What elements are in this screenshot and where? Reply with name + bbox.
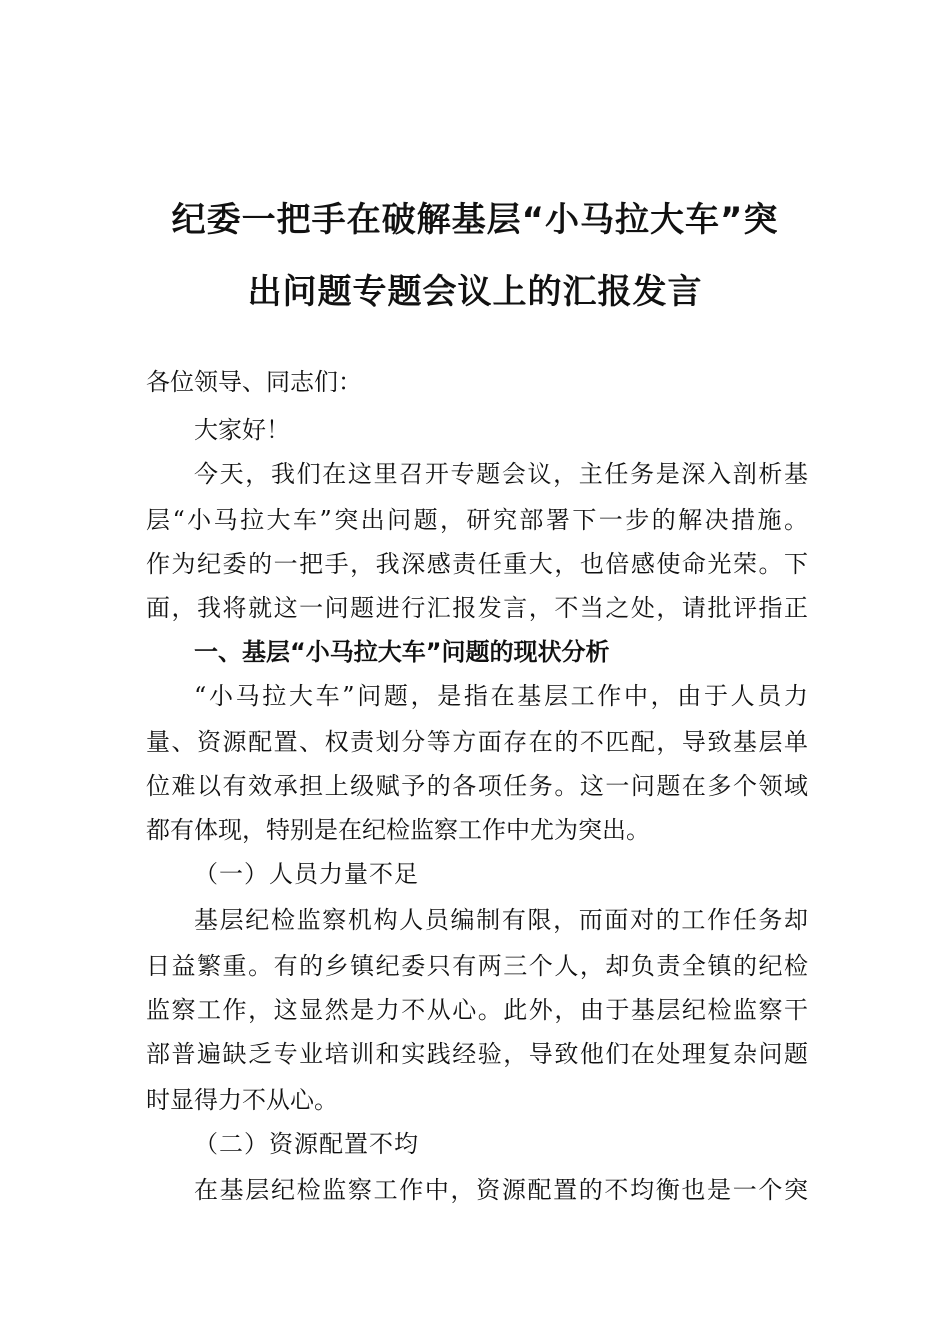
- greeting: 大家好！: [194, 416, 290, 444]
- document-title-line-2: 出问题专题会议上的汇报发言: [247, 272, 703, 312]
- subsection-1-body-line: 日益繁重。有的乡镇纪委只有两三个人，却负责全镇的纪检: [146, 952, 808, 980]
- subsection-1-body-line: 时显得力不从心。: [146, 1086, 338, 1114]
- section-1-body-line: 位难以有效承担上级赋予的各项任务。这一问题在多个领域: [146, 772, 808, 800]
- intro-line: 今天，我们在这里召开专题会议，主任务是深入剖析基: [194, 460, 808, 488]
- intro-line: 作为纪委的一把手，我深感责任重大，也倍感使命光荣。下: [146, 550, 808, 578]
- section-1-heading: 一、基层“小马拉大车”问题的现状分析: [194, 638, 610, 666]
- subsection-1-body-line: 监察工作，这显然是力不从心。此外，由于基层纪检监察干: [146, 996, 808, 1024]
- salutation: 各位领导、同志们：: [146, 368, 362, 396]
- document-title-line-1: 纪委一把手在破解基层“小马拉大车”突: [171, 200, 779, 240]
- subsection-2-heading: （二）资源配置不均: [194, 1130, 419, 1158]
- subsection-1-heading: （一）人员力量不足: [194, 860, 419, 888]
- section-1-body-line: 都有体现，特别是在纪检监察工作中尤为突出。: [146, 816, 650, 844]
- intro-line: 层“小马拉大车”突出问题，研究部署下一步的解决措施。: [146, 506, 808, 534]
- subsection-1-body-line: 基层纪检监察机构人员编制有限，而面对的工作任务却: [194, 906, 808, 934]
- section-1-body-line: “小马拉大车”问题，是指在基层工作中，由于人员力: [194, 682, 808, 710]
- intro-line: 面，我将就这一问题进行汇报发言，不当之处，请批评指正: [146, 594, 808, 622]
- section-1-body-line: 量、资源配置、权责划分等方面存在的不匹配，导致基层单: [146, 728, 808, 756]
- subsection-2-body-line: 在基层纪检监察工作中，资源配置的不均衡也是一个突: [194, 1176, 808, 1204]
- subsection-1-body-line: 部普遍缺乏专业培训和实践经验，导致他们在处理复杂问题: [146, 1040, 808, 1068]
